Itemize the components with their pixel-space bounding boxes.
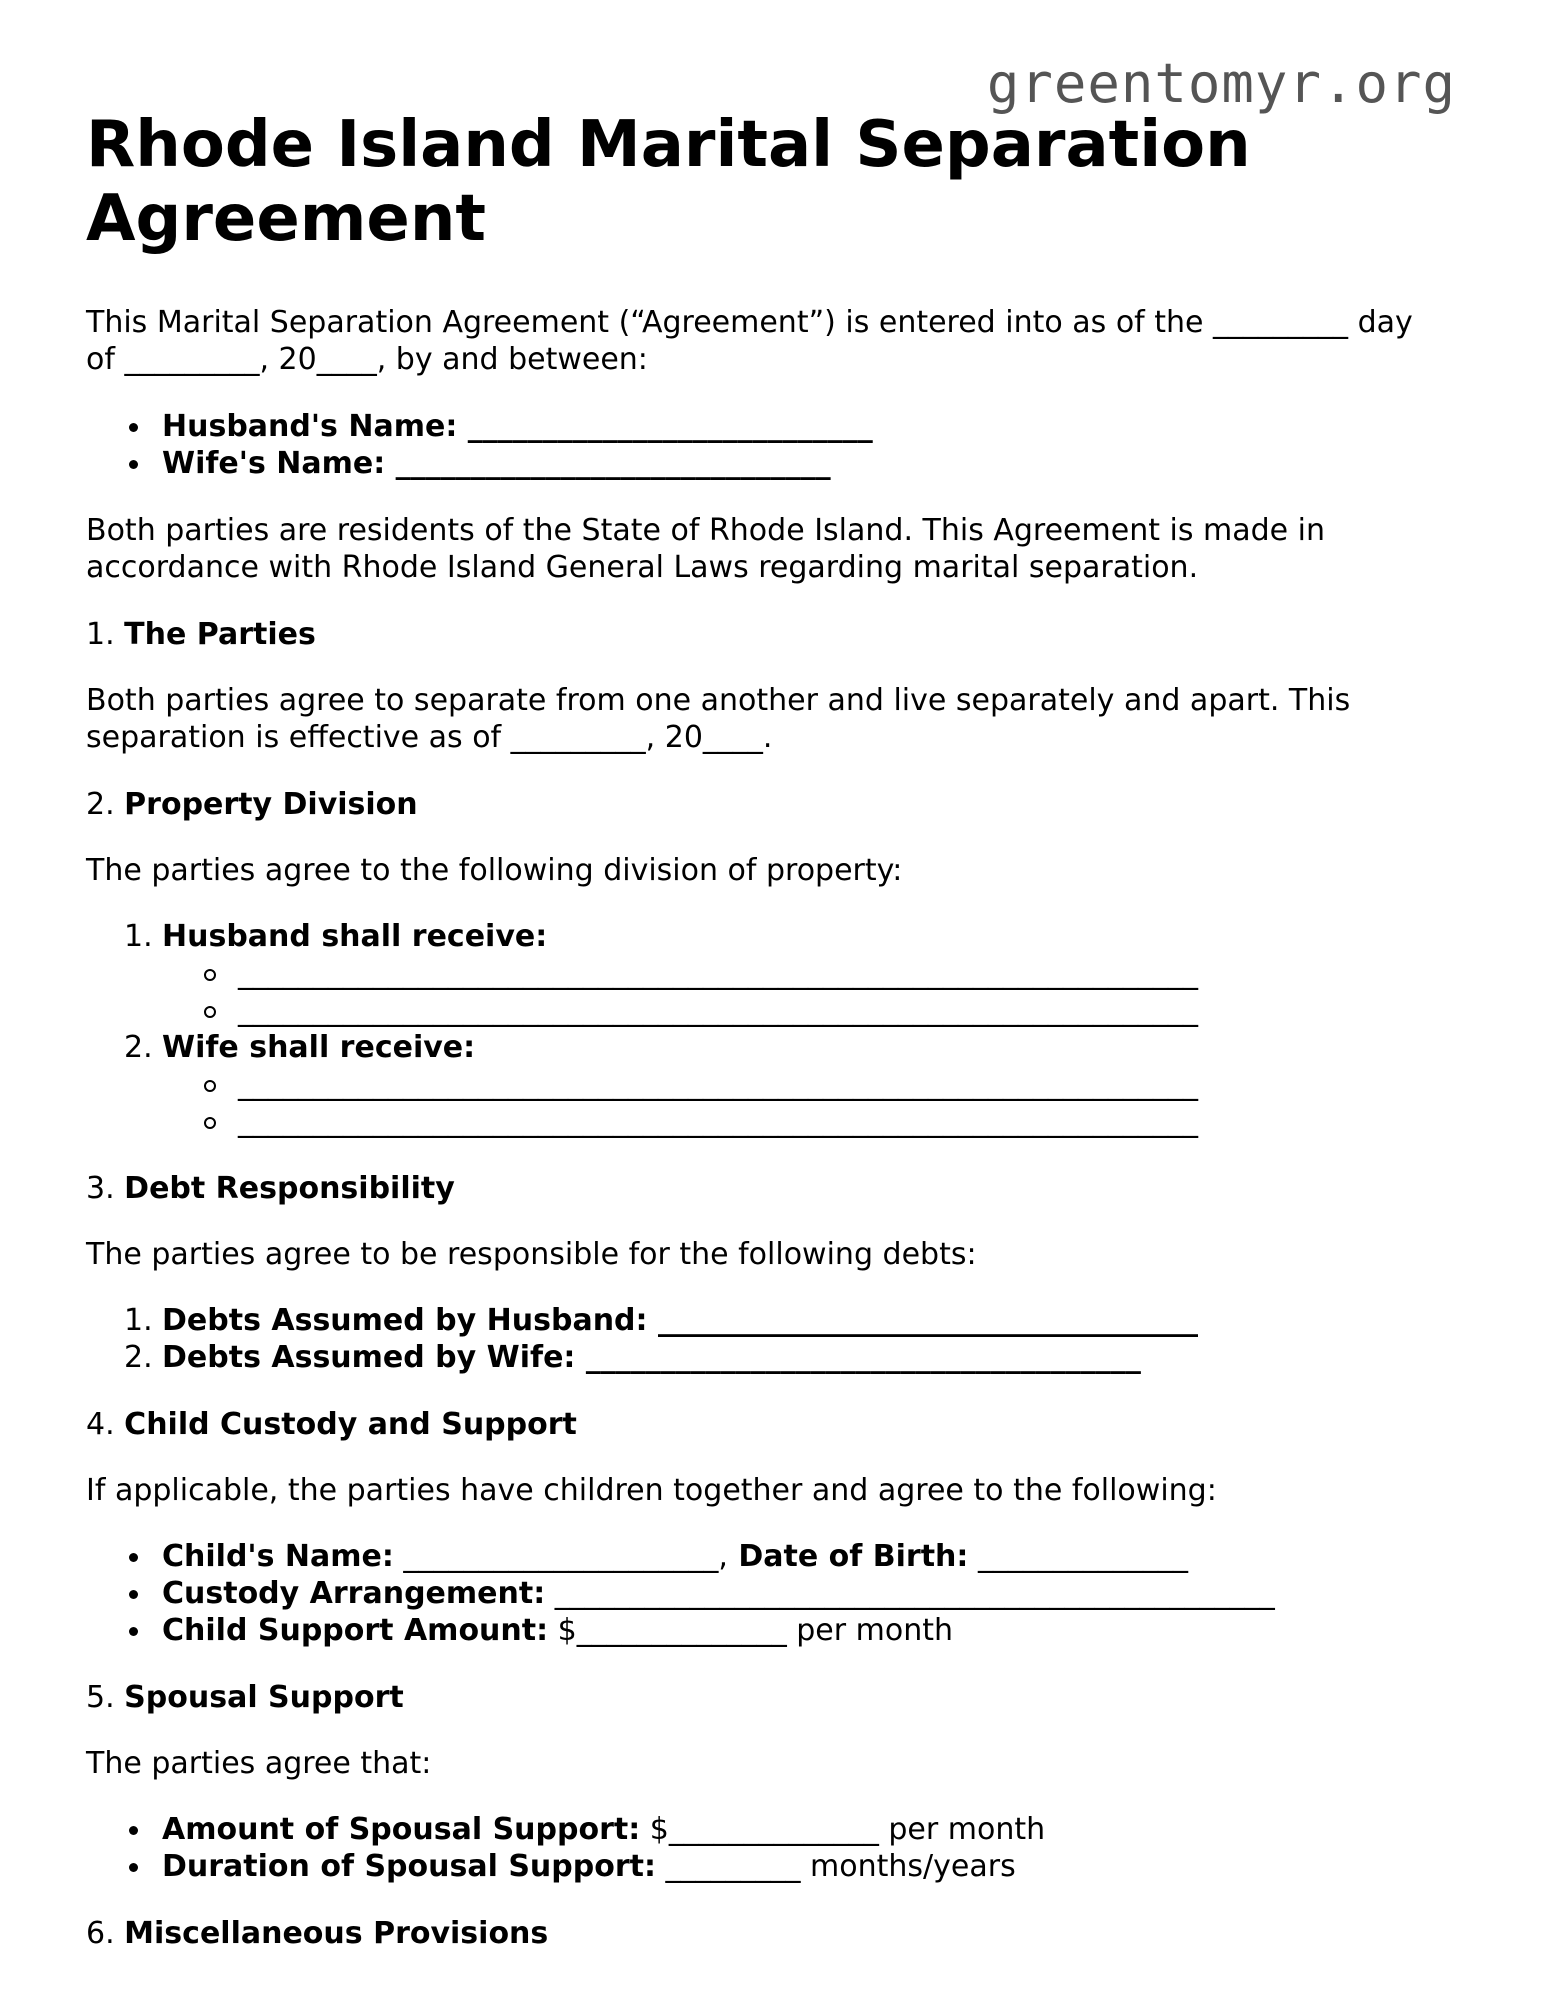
- list-item: [86, 992, 1476, 1029]
- list-item: [86, 955, 1476, 992]
- list-item: [86, 1575, 1476, 1612]
- husband-name-field[interactable]: ___________________________: [457, 409, 873, 444]
- wife-name-label: Wife's Name:: [162, 446, 386, 481]
- husband-property-lines: [86, 955, 1476, 1029]
- list-item: [86, 1029, 1476, 1066]
- section-heading-1: [86, 616, 1476, 653]
- property-list: [86, 918, 1476, 955]
- section-heading-6: [86, 1915, 1476, 1952]
- property-list-2: [86, 1029, 1476, 1066]
- section-title: Miscellaneous Provisions: [124, 1916, 549, 1951]
- section-title: Property Division: [124, 787, 418, 822]
- list-item: [86, 445, 1476, 482]
- spousal-duration-field[interactable]: _________ months/years: [655, 1849, 1016, 1884]
- wife-receive-label: Wife shall receive:: [162, 1030, 476, 1065]
- section-heading-5: [86, 1679, 1476, 1716]
- list-item: [86, 918, 1476, 955]
- section-number: 4.: [86, 1407, 115, 1442]
- spousal-duration-label: Duration of Spousal Support:: [162, 1849, 656, 1884]
- item-number: 2.: [124, 1340, 153, 1375]
- list-item: [86, 1811, 1476, 1848]
- section-heading-4: [86, 1406, 1476, 1443]
- list-item: [86, 1066, 1476, 1103]
- list-item: [86, 1103, 1476, 1140]
- debt-list: [86, 1302, 1476, 1376]
- husband-property-field-1[interactable]: ________________________________________________________________: [238, 956, 1198, 991]
- section-1-line-2: separation is effective as of _________, 20____.: [86, 720, 773, 755]
- wife-property-field-2[interactable]: ________________________________________________________________: [238, 1104, 1198, 1139]
- section-number: 3.: [86, 1171, 115, 1206]
- item-number: 1.: [124, 1303, 153, 1338]
- section-title: Child Custody and Support: [124, 1407, 577, 1442]
- section-3-text: The parties agree to be responsible for the following debts:: [86, 1237, 977, 1272]
- intro-line-1: This Marital Separation Agreement (“Agreement”) is entered into as of the _________ day: [86, 305, 1413, 340]
- child-name-field[interactable]: _____________________,: [393, 1539, 728, 1574]
- section-5-text: The parties agree that:: [86, 1746, 432, 1781]
- wife-debts-field[interactable]: _____________________________________: [575, 1340, 1141, 1375]
- spousal-amount-label: Amount of Spousal Support:: [162, 1812, 641, 1847]
- child-name-label: Child's Name:: [162, 1539, 394, 1574]
- section-number: 2.: [86, 787, 115, 822]
- husband-debts-label: Debts Assumed by Husband:: [162, 1303, 648, 1338]
- child-support-field[interactable]: $______________ per month: [548, 1613, 954, 1648]
- dob-field[interactable]: ______________: [968, 1539, 1188, 1574]
- section-2-text: The parties agree to the following division of property:: [86, 853, 903, 888]
- list-item: [86, 1612, 1476, 1649]
- section-title: Spousal Support: [124, 1680, 404, 1715]
- child-support-label: Child Support Amount:: [162, 1613, 549, 1648]
- residency-line-2: accordance with Rhode Island General Laws regarding marital separation.: [86, 550, 1199, 585]
- child-list: [86, 1538, 1476, 1649]
- section-title: Debt Responsibility: [124, 1171, 455, 1206]
- spousal-amount-field[interactable]: $______________ per month: [640, 1812, 1046, 1847]
- parties-list: [86, 408, 1476, 482]
- document-page: [86, 108, 1476, 1952]
- husband-debts-field[interactable]: ____________________________________: [647, 1303, 1198, 1338]
- list-item: [86, 1848, 1476, 1885]
- residency-line-1: Both parties are residents of the State of Rhode Island. This Agreement is made in: [86, 513, 1325, 548]
- item-number: 1.: [124, 919, 153, 954]
- spousal-list: [86, 1811, 1476, 1885]
- page-title: Rhode Island Marital Separation Agreement: [86, 108, 1251, 256]
- wife-debts-label: Debts Assumed by Wife:: [162, 1340, 576, 1375]
- section-heading-2: [86, 786, 1476, 823]
- item-number: 2.: [124, 1030, 153, 1065]
- dob-label: Date of Birth:: [727, 1539, 969, 1574]
- intro-line-2: of _________, 20____, by and between:: [86, 342, 648, 377]
- list-item: [86, 1339, 1476, 1376]
- husband-name-label: Husband's Name:: [162, 409, 458, 444]
- list-item: [86, 408, 1476, 445]
- section-1-text: [86, 682, 1476, 756]
- section-1-line-1: Both parties agree to separate from one another and live separately and apart. This: [86, 683, 1351, 718]
- wife-name-field[interactable]: _____________________________: [385, 446, 831, 481]
- intro-paragraph: [86, 304, 1476, 378]
- custody-field[interactable]: ________________________________________________: [545, 1576, 1275, 1611]
- residency-paragraph: [86, 512, 1476, 586]
- section-number: 6.: [86, 1916, 115, 1951]
- section-title: The Parties: [124, 617, 316, 652]
- wife-property-lines: [86, 1066, 1476, 1140]
- wife-property-field-1[interactable]: ________________________________________________________________: [238, 1067, 1198, 1102]
- section-heading-3: [86, 1170, 1476, 1207]
- watermark: greentomyr.org: [986, 52, 1456, 115]
- section-number: 1.: [86, 617, 115, 652]
- list-item: [86, 1302, 1476, 1339]
- husband-receive-label: Husband shall receive:: [162, 919, 548, 954]
- section-4-text: If applicable, the parties have children together and agree to the following:: [86, 1473, 1217, 1508]
- list-item: [86, 1538, 1476, 1575]
- husband-property-field-2[interactable]: ________________________________________________________________: [238, 993, 1198, 1028]
- custody-label: Custody Arrangement:: [162, 1576, 546, 1611]
- section-number: 5.: [86, 1680, 115, 1715]
